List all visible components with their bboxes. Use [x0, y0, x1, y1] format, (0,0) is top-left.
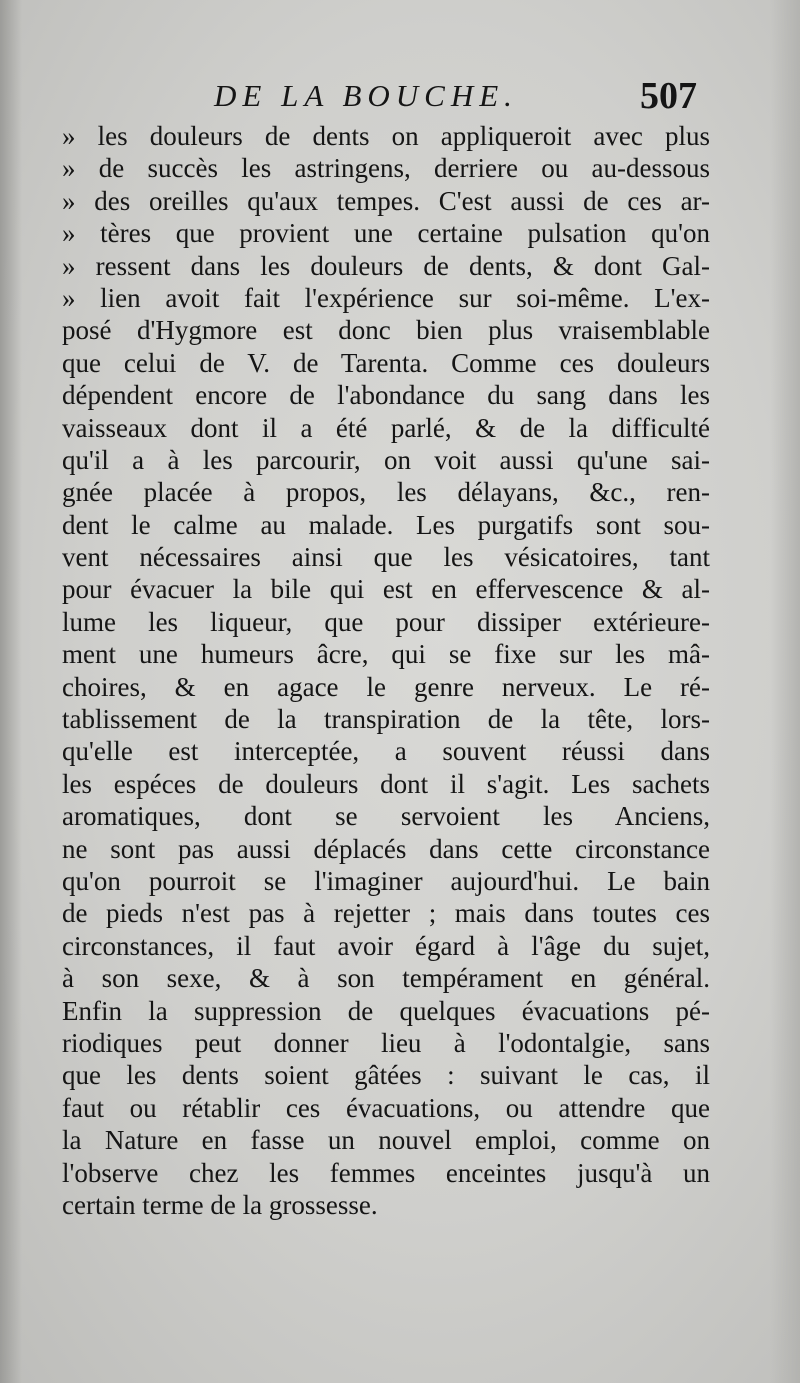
text-line: faut ou rétablir ces évacuations, ou attendre que [62, 1092, 710, 1123]
text-line: lume les liqueur, que pour dissiper extérieure- [62, 606, 710, 637]
text-line: choires, & en agace le genre nerveux. Le ré- [62, 671, 710, 702]
text-line: Enfin la suppression de quelques évacuations pé- [62, 995, 710, 1026]
text-line: à son sexe, & à son tempérament en général. [62, 963, 710, 994]
text-line: tablissement de la transpiration de la tête, lors- [62, 704, 710, 735]
text-line: » des oreilles qu'aux tempes. C'est aussi de ces ar- [62, 185, 710, 216]
text-line: certain terme de la grossesse. [62, 1189, 378, 1220]
page-edge-shade [770, 0, 800, 1383]
gutter-shadow [0, 0, 22, 1383]
text-line: qu'il a à les parcourir, on voit aussi qu'une sai- [62, 444, 710, 475]
text-line: posé d'Hygmore est donc bien plus vraisemblable [62, 315, 710, 346]
text-line: la Nature en fasse un nouvel emploi, comme on [62, 1125, 710, 1156]
text-line: pour évacuer la bile qui est en effervescence & al- [62, 574, 710, 605]
text-line: de pieds n'est pas à rejetter ; mais dans toutes ces [62, 898, 710, 929]
page-number: 507 [640, 75, 697, 117]
text-line: l'observe chez les femmes enceintes jusqu'à un [62, 1157, 710, 1188]
text-line: riodiques peut donner lieu à l'odontalgie, sans [62, 1027, 710, 1058]
text-line: qu'elle est interceptée, a souvent réussi dans [62, 736, 710, 767]
text-line: dent le calme au malade. Les purgatifs sont sou- [62, 509, 710, 540]
text-line: aromatiques, dont se servoient les Anciens, [62, 801, 710, 832]
body-text [62, 120, 710, 1221]
text-line: que celui de V. de Tarenta. Comme ces douleurs [62, 347, 710, 378]
text-line: les espéces de douleurs dont il s'agit. Les sachets [62, 768, 710, 799]
text-line: ment une humeurs âcre, qui se fixe sur les mâ- [62, 639, 710, 670]
text-line: » lien avoit fait l'expérience sur soi-même. L'ex- [62, 282, 710, 313]
page-header [0, 75, 800, 122]
running-head: DE LA BOUCHE. [214, 78, 518, 113]
text-line: circonstances, il faut avoir égard à l'âge du sujet, [62, 930, 710, 961]
text-line: » de succès les astringens, derriere ou au-dessous [62, 153, 710, 184]
text-line: vaisseaux dont il a été parlé, & de la difficulté [62, 412, 710, 443]
text-line: » les douleurs de dents on appliqueroit avec plus [62, 121, 710, 151]
text-line: vent nécessaires ainsi que les vésicatoires, tant [62, 542, 710, 573]
text-line: » ressent dans les douleurs de dents, & dont Gal- [62, 250, 710, 281]
text-line: ne sont pas aussi déplacés dans cette circonstance [62, 833, 710, 864]
text-line: » tères que provient une certaine pulsation qu'on [62, 218, 710, 249]
text-line: qu'on pourroit se l'imaginer aujourd'hui. Le bain [62, 865, 710, 896]
text-line: gnée placée à propos, les délayans, &c., ren- [62, 477, 710, 508]
text-line: dépendent encore de l'abondance du sang dans les [62, 380, 710, 411]
text-line: que les dents soient gâtées : suivant le cas, il [62, 1060, 710, 1091]
